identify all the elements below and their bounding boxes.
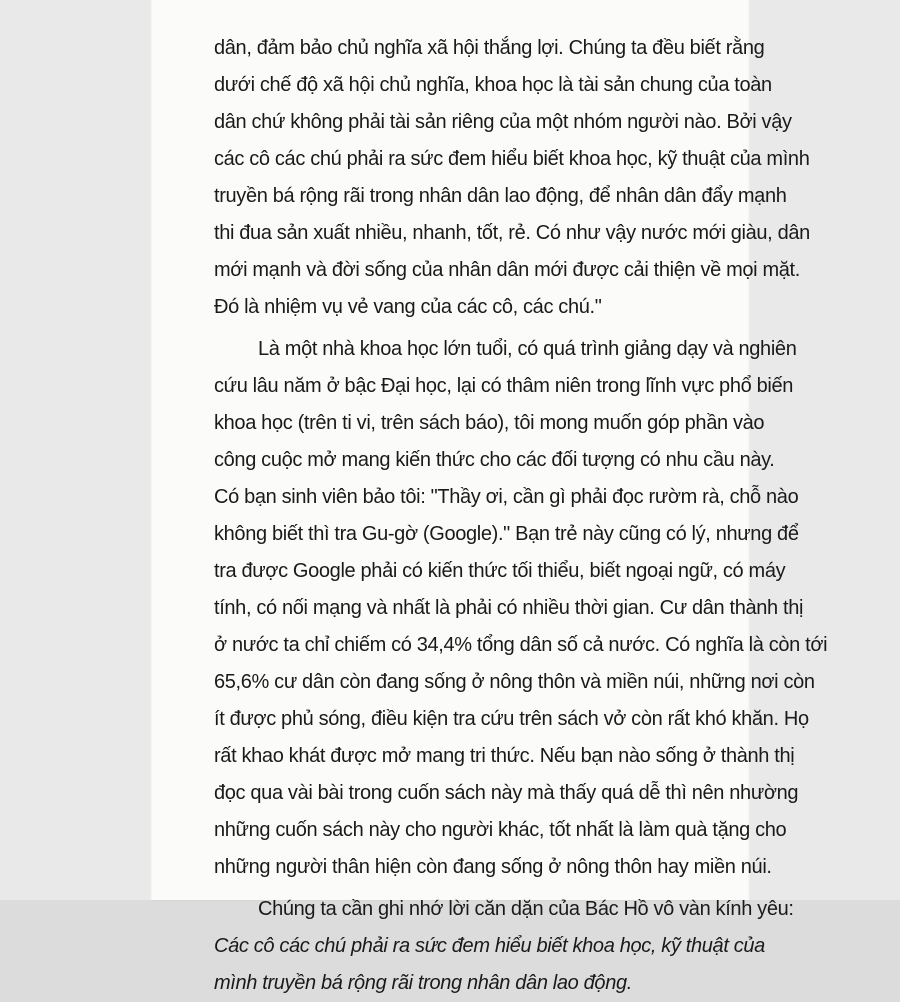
paragraph-quote-continuation [214,30,810,326]
text-line: 65,6% cư dân còn đang sống ở nông thôn và miền núi, những nơi còn [214,671,815,693]
text-line: thi đua sản xuất nhiều, nhanh, tốt, rẻ. Có như vậy nước mới giàu, dân [214,222,810,244]
paragraph-author-intent [214,331,828,886]
paragraph-italic-quote [214,928,765,1002]
text-line: rất khao khát được mở mang tri thức. Nếu bạn nào sống ở thành thị [214,745,795,767]
text-line: khoa học (trên ti vi, trên sách báo), tôi mong muốn góp phần vào [214,412,765,434]
text-line: mới mạnh và đời sống của nhân dân mới được cải thiện về mọi mặt. [214,259,800,281]
text-line-italic: Các cô các chú phải ra sức đem hiểu biết khoa học, kỹ thuật của [214,935,765,957]
text-line: ở nước ta chỉ chiếm có 34,4% tổng dân số cả nước. Có nghĩa là còn tới [214,634,828,656]
page-text-block [214,30,828,1002]
text-line: dân, đảm bảo chủ nghĩa xã hội thắng lợi. Chúng ta đều biết rằng [214,37,765,59]
text-line: tính, có nối mạng và nhất là phải có nhiều thời gian. Cư dân thành thị [214,597,804,619]
text-line: truyền bá rộng rãi trong nhân dân lao động, để nhân dân đẩy mạnh [214,185,787,207]
text-line: không biết thì tra Gu-gờ (Google)." Bạn trẻ này cũng có lý, nhưng để [214,523,799,545]
text-line: những cuốn sách này cho người khác, tốt nhất là làm quà tặng cho [214,819,787,841]
text-line: Có bạn sinh viên bảo tôi: "Thầy ơi, cần gì phải đọc rườm rà, chỗ nào [214,486,799,508]
text-line: Đó là nhiệm vụ vẻ vang của các cô, các chú." [214,296,602,318]
book-page [152,0,828,994]
text-line: cứu lâu năm ở bậc Đại học, lại có thâm niên trong lĩnh vực phổ biến [214,375,793,397]
text-line: đọc qua vài bài trong cuốn sách này mà thấy quá dễ thì nên nhường [214,782,799,804]
text-line: Chúng ta cần ghi nhớ lời căn dặn của Bác Hồ vô vàn kính yêu: [258,898,794,920]
text-line: Là một nhà khoa học lớn tuổi, có quá trình giảng dạy và nghiên [258,338,797,360]
text-line: những người thân hiện còn đang sống ở nông thôn hay miền núi. [214,856,772,878]
text-line: tra được Google phải có kiến thức tối thiểu, biết ngoại ngữ, có máy [214,560,786,582]
text-line: các cô các chú phải ra sức đem hiểu biết khoa học, kỹ thuật của mình [214,148,810,170]
paragraph-reminder [214,891,794,928]
text-line: dưới chế độ xã hội chủ nghĩa, khoa học là tài sản chung của toàn [214,74,772,96]
text-line-italic: mình truyền bá rộng rãi trong nhân dân lao động. [214,972,632,994]
text-line: dân chứ không phải tài sản riêng của một nhóm người nào. Bởi vậy [214,111,792,133]
text-line: công cuộc mở mang kiến thức cho các đối tượng có nhu cầu này. [214,449,775,471]
text-line: ít được phủ sóng, điều kiện tra cứu trên sách vở còn rất khó khăn. Họ [214,708,809,730]
